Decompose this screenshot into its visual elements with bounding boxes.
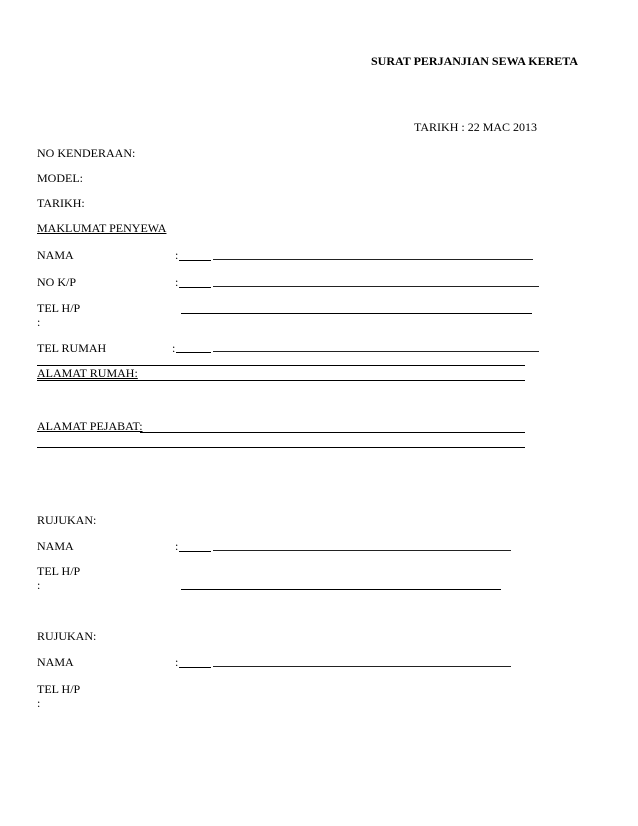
- field-line-nama-short[interactable]: [179, 260, 211, 261]
- colon: :: [37, 315, 41, 329]
- colon: :: [37, 696, 41, 710]
- field-line-tel-rumah-short[interactable]: [176, 352, 211, 353]
- field-line-alamat-pejabat-2[interactable]: [37, 447, 525, 448]
- label-no-kenderaan: NO KENDERAAN:: [37, 146, 136, 160]
- section-heading-rujukan-1: RUJUKAN:: [37, 513, 97, 527]
- label-rujukan-2-nama: NAMA: [37, 655, 74, 669]
- label-tel-rumah: TEL RUMAH: [37, 341, 107, 355]
- field-line-rujukan-2-nama[interactable]: [213, 666, 511, 667]
- document-title: SURAT PERJANJIAN SEWA KERETA: [371, 54, 579, 68]
- field-line-alamat-rumah[interactable]: [37, 380, 525, 381]
- colon: :: [175, 275, 179, 289]
- field-line-rujukan-1-nama[interactable]: [213, 550, 511, 551]
- label-rujukan-2-tel-hp: TEL H/P: [37, 682, 81, 696]
- colon: :: [175, 539, 179, 553]
- field-line-tel-rumah[interactable]: [213, 351, 539, 352]
- label-tel-hp: TEL H/P: [37, 301, 81, 315]
- document-date: TARIKH : 22 MAC 2013: [414, 120, 538, 134]
- field-line-tel-hp[interactable]: [181, 313, 532, 314]
- field-line-no-kp-short[interactable]: [179, 287, 211, 288]
- section-heading-penyewa: MAKLUMAT PENYEWA: [37, 221, 167, 235]
- field-line-rujukan-2-nama-short[interactable]: [179, 667, 211, 668]
- label-nama: NAMA: [37, 248, 74, 262]
- colon: :: [175, 655, 179, 669]
- field-line-rujukan-1-nama-short[interactable]: [179, 551, 211, 552]
- label-model: MODEL:: [37, 171, 83, 185]
- field-line-nama[interactable]: [213, 259, 533, 260]
- colon: :: [37, 578, 41, 592]
- label-rujukan-1-tel-hp: TEL H/P: [37, 564, 81, 578]
- colon: :: [175, 248, 179, 262]
- section-heading-rujukan-2: RUJUKAN:: [37, 629, 97, 643]
- field-line-alamat-pejabat-1[interactable]: [140, 432, 525, 433]
- label-alamat-rumah: ALAMAT RUMAH:: [37, 366, 138, 380]
- label-alamat-pejabat: ALAMAT PEJABAT:: [37, 419, 143, 433]
- field-line-no-kp[interactable]: [213, 286, 539, 287]
- label-no-kp: NO K/P: [37, 275, 77, 289]
- colon: :: [172, 341, 176, 355]
- label-rujukan-1-nama: NAMA: [37, 539, 74, 553]
- label-tarikh: TARIKH:: [37, 196, 85, 210]
- field-line-rujukan-1-tel-hp[interactable]: [181, 589, 501, 590]
